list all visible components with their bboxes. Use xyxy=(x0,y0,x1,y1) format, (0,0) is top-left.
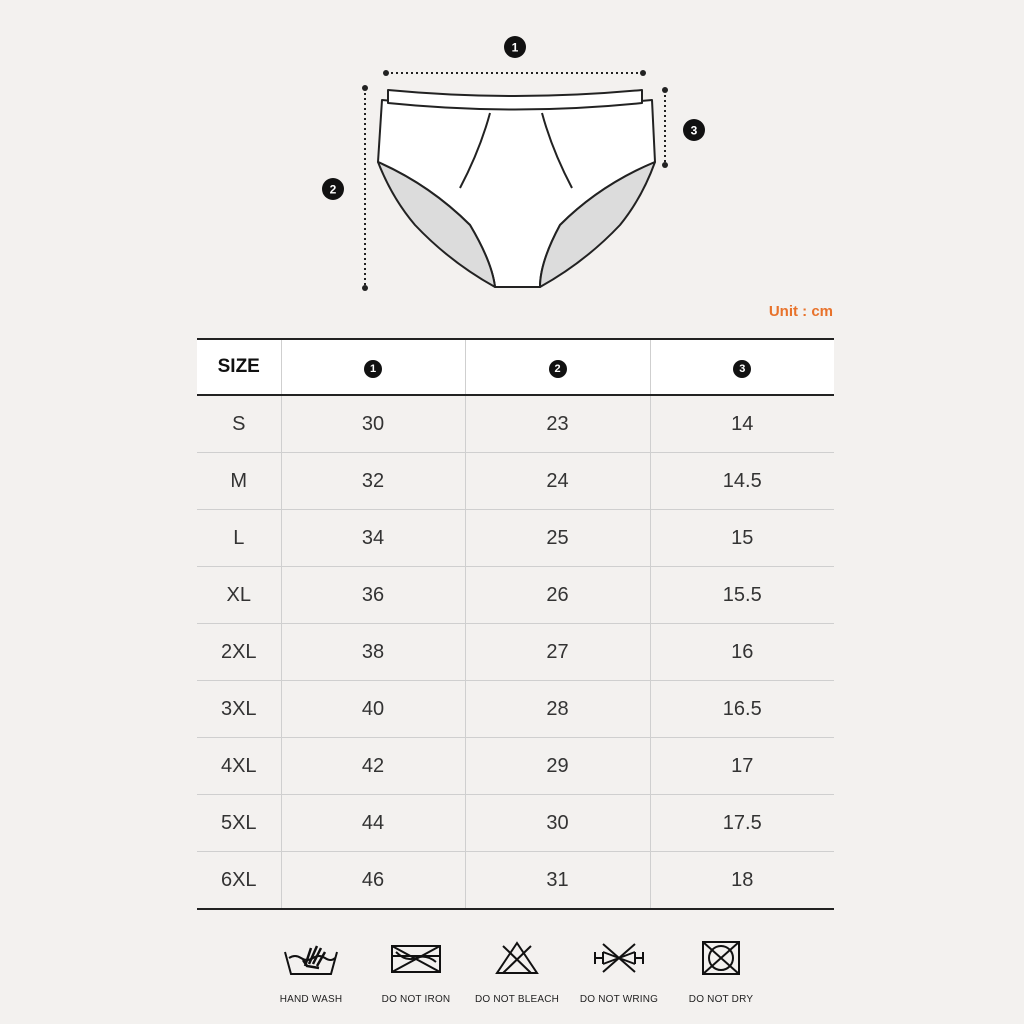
cell-measure-3: 15.5 xyxy=(650,567,834,624)
dimension-waist-line xyxy=(383,70,646,76)
cell-measure-1: 34 xyxy=(281,510,465,567)
care-label: DO NOT IRON xyxy=(381,994,451,1005)
cell-measure-1: 38 xyxy=(281,624,465,681)
header-badge-2: 2 xyxy=(549,360,567,378)
table-row xyxy=(197,738,834,795)
care-label: DO NOT DRY xyxy=(688,994,754,1005)
cell-measure-2: 29 xyxy=(465,738,650,795)
svg-text:1: 1 xyxy=(511,40,519,55)
care-item xyxy=(361,940,471,1005)
table-row xyxy=(197,852,834,910)
cell-measure-3: 14 xyxy=(650,395,834,453)
cell-measure-1: 32 xyxy=(281,453,465,510)
cell-size: 5XL xyxy=(197,795,281,852)
header-measure-2 xyxy=(465,339,650,395)
care-item xyxy=(462,940,572,1005)
do-not-wring-icon xyxy=(589,940,649,976)
table-row xyxy=(197,795,834,852)
dimension-side-line xyxy=(662,87,668,168)
table-row xyxy=(197,395,834,453)
cell-measure-1: 40 xyxy=(281,681,465,738)
header-badge-1: 1 xyxy=(364,360,382,378)
cell-size: S xyxy=(197,395,281,453)
cell-measure-1: 44 xyxy=(281,795,465,852)
care-label: DO NOT WRING xyxy=(579,994,659,1005)
header-badge-3: 3 xyxy=(733,360,751,378)
cell-size: L xyxy=(197,510,281,567)
svg-text:2: 2 xyxy=(329,182,337,197)
do-not-iron-icon xyxy=(386,940,446,976)
briefs-illustration xyxy=(378,90,655,287)
cell-measure-3: 14.5 xyxy=(650,453,834,510)
hand-wash-icon xyxy=(281,940,341,976)
care-label: HAND WASH xyxy=(279,994,343,1005)
cell-measure-2: 30 xyxy=(465,795,650,852)
cell-size: 6XL xyxy=(197,852,281,910)
cell-measure-2: 31 xyxy=(465,852,650,910)
do-not-bleach-icon xyxy=(487,940,547,976)
table-row xyxy=(197,510,834,567)
cell-measure-1: 30 xyxy=(281,395,465,453)
cell-measure-1: 46 xyxy=(281,852,465,910)
cell-measure-3: 16.5 xyxy=(650,681,834,738)
header-measure-1 xyxy=(281,339,465,395)
cell-measure-2: 27 xyxy=(465,624,650,681)
cell-size: M xyxy=(197,453,281,510)
cell-measure-2: 23 xyxy=(465,395,650,453)
cell-measure-1: 36 xyxy=(281,567,465,624)
cell-measure-3: 16 xyxy=(650,624,834,681)
cell-measure-2: 26 xyxy=(465,567,650,624)
cell-measure-3: 15 xyxy=(650,510,834,567)
do-not-dry-icon xyxy=(691,940,751,976)
garment-diagram xyxy=(0,0,1024,310)
cell-measure-1: 42 xyxy=(281,738,465,795)
table-row xyxy=(197,681,834,738)
cell-measure-2: 24 xyxy=(465,453,650,510)
care-item xyxy=(256,940,366,1005)
marker-1 xyxy=(504,36,526,58)
svg-text:3: 3 xyxy=(690,123,698,138)
care-item xyxy=(564,940,674,1005)
marker-2 xyxy=(322,178,344,200)
table-row xyxy=(197,624,834,681)
cell-measure-3: 17.5 xyxy=(650,795,834,852)
size-table-body xyxy=(197,395,834,909)
size-table xyxy=(197,338,834,910)
dimension-length-line xyxy=(362,85,368,291)
size-table-header xyxy=(197,339,834,395)
table-row xyxy=(197,453,834,510)
table-row xyxy=(197,567,834,624)
header-measure-3 xyxy=(650,339,834,395)
cell-size: 3XL xyxy=(197,681,281,738)
cell-measure-3: 17 xyxy=(650,738,834,795)
header-size: SIZE xyxy=(197,339,281,395)
cell-size: 4XL xyxy=(197,738,281,795)
cell-size: XL xyxy=(197,567,281,624)
care-item xyxy=(666,940,776,1005)
marker-3 xyxy=(683,119,705,141)
cell-measure-2: 28 xyxy=(465,681,650,738)
cell-measure-2: 25 xyxy=(465,510,650,567)
cell-measure-3: 18 xyxy=(650,852,834,910)
unit-label: Unit : cm xyxy=(768,303,833,320)
cell-size: 2XL xyxy=(197,624,281,681)
care-label: DO NOT BLEACH xyxy=(474,994,560,1005)
